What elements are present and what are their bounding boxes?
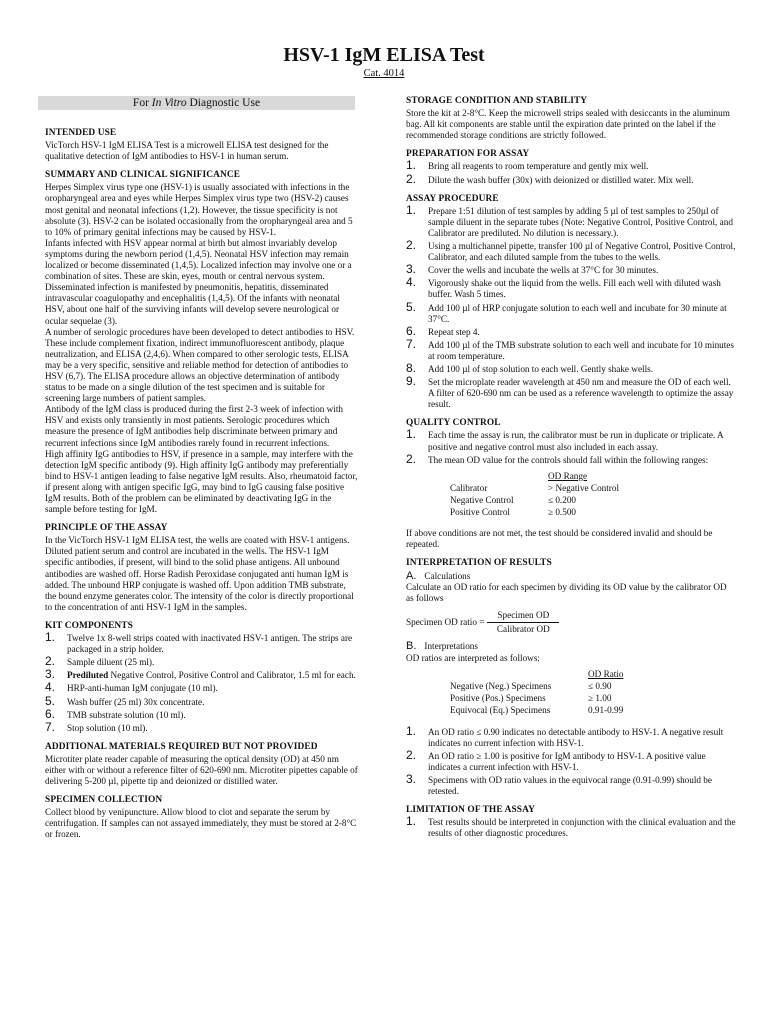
list-item — [45, 630, 358, 655]
od-range-table — [450, 470, 627, 518]
list-number: 2. — [45, 654, 56, 669]
list-number: 3. — [406, 772, 417, 787]
list-text: Stop solution (10 ml). — [67, 722, 148, 733]
range-value: ≥ 0.500 — [548, 506, 577, 517]
procedure-list — [406, 202, 736, 411]
list-item — [406, 747, 736, 773]
list-item — [406, 336, 736, 362]
sub-title: Calculations — [424, 571, 471, 581]
summary-paragraph: High affinity IgG antibodies to HSV, if presence in a sample, may interfere with the detection IgM specific antibody (9). High affinity IgG antibody may preferentially bind to HSV-1 antigen leading to false negative IgM results. Also, rheumatoid factor, if present along with antigen specific IgG, may bind to IgG causing false positive IgM results. Both of the problem can be eliminated by deactivating IgG in the sample before testing for IgM. — [45, 448, 358, 515]
list-item — [406, 275, 736, 300]
ratio-value: 0.91-0.99 — [588, 704, 624, 715]
od-ratio-table — [450, 668, 631, 716]
table-row — [450, 494, 627, 506]
list-text: TMB substrate solution (10 ml). — [67, 709, 186, 720]
list-item — [406, 202, 736, 239]
list-text: Prepare 1:51 dilution of test samples by adding 5 µl of test samples to 250µl of sample diluent in the separate tubes (Note: Negative Control, Positive Control, and Calibrator are prediluted. No dilution is necessary.). — [428, 205, 733, 238]
principle-heading: PRINCIPLE OF THE ASSAY — [45, 523, 168, 534]
range-label: Calibrator — [450, 482, 488, 493]
quality-control-heading: QUALITY CONTROL — [406, 418, 501, 429]
range-label: Positive Control — [450, 506, 510, 517]
banner-suffix: Diagnostic Use — [186, 97, 261, 109]
quality-control-list — [406, 427, 736, 466]
list-text: The mean OD value for the controls should fall within the following ranges: — [428, 454, 709, 465]
list-number: 6. — [406, 323, 417, 338]
calculations-text: Calculate an OD ratio for each specimen by dividing its OD value by the calibrator OD as follows — [406, 582, 727, 604]
formula-numerator: Specimen OD — [487, 610, 559, 623]
formula-fraction — [487, 610, 559, 635]
list-text: Negative Control, Positive Control and Calibrator, 1.5 ml for each. — [108, 670, 356, 681]
list-text: Wash buffer (25 ml) 30x concentrate. — [67, 696, 205, 707]
list-text: Vigorously shake out the liquid from the wells. Fill each well with diluted wash buffer. Wash 5 times. — [428, 278, 721, 300]
interpretation-heading: INTERPRETATION OF RESULTS — [406, 557, 552, 568]
interpretations-text: OD ratios are interpreted as follows: — [406, 652, 540, 663]
intended-use-heading: INTENDED USE — [45, 128, 117, 138]
summary-paragraph: Infants infected with HSV appear normal at birth but almost invariably develop symptoms during the newborn period (1,4,5). Neonatal HSV infection may remain localized or become disseminated (1,4,5). Localized infection may involve one or a combination of sites. These are skin, eyes, mouth or central nervous system. Disseminated infection is manifested by pneumonitis, hepatitis, disseminated intravascular coagulopathy and encephalitis (1,4,5). Of the infants with neonatal HSV, about one half of the surviving infants will develop severe neurological or ocular sequelae (3). — [45, 237, 352, 326]
list-text: Dilute the wash buffer (30x) with deionized or distilled water. Mix well. — [428, 174, 694, 185]
list-text: Cover the wells and incubate the wells at 37°C for 30 minutes. — [428, 265, 659, 276]
list-number: 1. — [406, 814, 417, 829]
list-text: Bring all reagents to room temperature and gently mix well. — [428, 161, 649, 172]
quality-control-note: If above conditions are not met, the test should be considered invalid and should be repeated. — [406, 527, 713, 549]
od-ratio-header: OD Ratio — [588, 668, 624, 679]
left-column — [45, 96, 358, 841]
principle-text: In the VicTorch HSV-1 IgM ELISA test, the wells are coated with HSV-1 antigens. Diluted patient serum and control are incubated in the wells. The HSV-1 IgM specific antibodies, if present, will bind to the solid phase antigens. All unbound antibodies are washed off. Horse Radish Peroxidase conjugated anti human IgM is added. The unbound HRP conjugate is washed off. Upon addition TMB substrate, the bound enzyme generates color. The intensity of the color is directly proportional to the concentration of anti HSV-1 IgM in the samples. — [45, 535, 354, 612]
list-number: 7. — [45, 719, 56, 734]
list-text: Set the microplate reader wavelength at 450 nm and measure the OD of each well. A filter of 620-690 nm can be used as a reference wavelength to optimize the assay result. — [428, 377, 734, 410]
in-vitro-banner — [38, 96, 355, 110]
list-text: Specimens with OD ratio values in the equivocal range (0.91-0.99) should be retested. — [428, 775, 712, 797]
list-item — [406, 723, 736, 749]
list-number: 6. — [45, 706, 56, 721]
ratio-value: ≥ 1.00 — [588, 692, 612, 703]
list-item — [45, 667, 358, 682]
list-text: HRP-anti-human IgM conjugate (10 ml). — [67, 683, 218, 694]
list-number: 1. — [45, 630, 56, 645]
limitation-heading: LIMITATION OF THE ASSAY — [406, 805, 535, 816]
list-bold-text: Prediluted — [67, 670, 109, 681]
list-number: 2. — [406, 171, 417, 186]
list-text: Sample diluent (25 ml). — [67, 657, 155, 668]
formula-denominator: Calibrator OD — [496, 624, 550, 635]
od-range-header: OD Range — [548, 470, 588, 481]
formula-left: Specimen OD ratio = — [406, 617, 485, 628]
list-item — [406, 772, 736, 797]
ratio-label: Positive (Pos.) Specimens — [450, 692, 546, 703]
list-text: Add 100 µl of stop solution to each well. Gently shake wells. — [428, 363, 653, 374]
document-title: HSV-1 IgM ELISA Test — [283, 44, 485, 66]
list-number: 5. — [45, 693, 56, 708]
list-text: Twelve 1x 8-well strips coated with inactivated HSV-1 antigen. The strips are packaged in a strip holder. — [67, 633, 353, 655]
intended-use-text: VicTorch HSV-1 IgM ELISA Test is a microwell ELISA test designed for the qualitative detection of IgM antibodies to HSV-1 in human serum. — [45, 140, 329, 162]
list-text: An OD ratio ≤ 0.90 indicates no detectable antibody to HSV-1. A negative result indicates no current infection with HSV-1. — [428, 726, 724, 748]
list-number: 2. — [406, 238, 417, 253]
kit-components-heading: KIT COMPONENTS — [45, 620, 133, 631]
list-number: 1. — [406, 202, 417, 217]
list-text: Repeat step 4. — [428, 326, 480, 337]
list-item — [45, 706, 358, 721]
list-item — [406, 360, 736, 375]
banner-italic: In Vitro — [151, 97, 187, 109]
table-row — [450, 506, 627, 518]
list-number: 7. — [406, 336, 417, 351]
materials-text: Microtiter plate reader capable of measuring the optical density (OD) at 450 nm either with or without a reference filter of 620-690 nm. Microtiter pipettes capable of delivering 5-200 µl, pipette tip and deionized or distilled water. — [45, 753, 358, 787]
list-item — [406, 374, 736, 410]
list-item — [406, 323, 736, 338]
list-text: Test results should be interpreted in conjunction with the clinical evaluation and the results of other diagnostic procedures. — [428, 817, 736, 839]
sub-letter: A. — [406, 570, 417, 582]
list-number: 8. — [406, 360, 417, 375]
od-ratio-formula — [406, 610, 736, 635]
table-row — [450, 482, 627, 494]
list-number: 5. — [406, 299, 417, 314]
list-item — [45, 693, 358, 708]
range-value: > Negative Control — [548, 482, 620, 493]
summary-paragraph: Herpes Simplex virus type one (HSV-1) is usually associated with infections in the oropharyngeal area and eyes while Herpes Simplex virus type two (HSV-2) causes most genital and neonatal infections (1,2). However, the tissue specificity is not absolute (3). HSV-2 can be isolated occasionally from the oropharyngeal area and 5 to 10% of primary genital infections may be caused by HSV-1. — [45, 182, 353, 237]
summary-heading: SUMMARY AND CLINICAL SIGNIFICANCE — [45, 170, 241, 181]
table-row — [450, 680, 631, 692]
catalog-number: Cat. 4014 — [363, 68, 405, 79]
storage-text: Store the kit at 2-8°C. Keep the microwell strips sealed with desiccants in the aluminum bag. All kit components are stable until the expiration date printed on the label if the recommended storage conditions are strictly followed. — [406, 108, 730, 141]
summary-paragraph: Antibody of the IgM class is produced during the first 2-3 week of infection with HSV and exists only transiently in most patients. Serologic procedures which measure the presence of IgM antibodies help discriminate between primary and recurrent infections since IgM antibodies rarely found in recurrent infections. — [45, 404, 344, 448]
limitation-list — [406, 814, 736, 839]
list-item — [406, 427, 736, 452]
list-text: Each time the assay is run, the calibrator must be run in duplicate or triplicate. A positive and negative control must also included in each assay. — [428, 430, 724, 452]
kit-components-list — [45, 630, 358, 734]
list-number: 2. — [406, 747, 417, 762]
interpretation-list — [406, 723, 736, 798]
ratio-label: Negative (Neg.) Specimens — [450, 680, 552, 691]
list-item — [406, 814, 736, 839]
list-item — [406, 158, 736, 173]
ratio-value: ≤ 0.90 — [588, 680, 612, 691]
materials-heading: ADDITIONAL MATERIALS REQUIRED BUT NOT PROVIDED — [45, 741, 318, 752]
preparation-list — [406, 158, 736, 186]
list-number: 9. — [406, 374, 417, 389]
summary-paragraph: A number of serologic procedures have been developed to detect antibodies to HSV. These include complement fixation, indirect immunofluorescent antibody, plaque neutralization, and ELISA (2,4,6). When compared to other serologic tests, ELISA may be a very specific, sensitive and reliable method for detection of antibodies to HSV (6,7). The ELISA procedure allows an objective determination of antibody status to be made on a single dilution of the test specimen and is suitable for screening large numbers of patient samples. — [45, 326, 355, 404]
table-row — [450, 692, 631, 704]
list-number: 1. — [406, 158, 417, 173]
right-column — [406, 96, 736, 842]
sub-title: Interpretations — [424, 641, 478, 652]
list-number: 2. — [406, 451, 417, 466]
list-item — [406, 299, 736, 325]
specimen-heading: SPECIMEN COLLECTION — [45, 795, 163, 806]
list-text: Add 100 µl of HRP conjugate solution to each well and incubate for 30 minute at 37°C. — [428, 302, 727, 324]
list-text: An OD ratio ≥ 1.00 is positive for IgM antibody to HSV-1. A positive value indicates a current infection with HSV-1. — [428, 750, 706, 772]
table-row — [450, 704, 631, 716]
list-item — [406, 171, 736, 186]
interpretations-subheading — [406, 641, 736, 652]
list-item — [45, 719, 358, 734]
calculations-subheading — [406, 571, 736, 582]
list-item — [406, 451, 736, 466]
ratio-label: Equivocal (Eq.) Specimens — [450, 704, 551, 715]
banner-prefix: For — [132, 97, 152, 109]
list-number: 1. — [406, 427, 417, 442]
range-label: Negative Control — [450, 494, 514, 505]
list-number: 3. — [406, 262, 417, 277]
list-number: 4. — [45, 680, 56, 695]
storage-heading: STORAGE CONDITION AND STABILITY — [406, 96, 588, 106]
list-number: 4. — [406, 275, 417, 290]
list-number: 1. — [406, 723, 417, 738]
list-item — [45, 654, 358, 669]
procedure-heading: ASSAY PROCEDURE — [406, 193, 499, 204]
range-value: ≤ 0.200 — [548, 494, 577, 505]
list-item — [45, 680, 358, 695]
list-text: Add 100 µl of the TMB substrate solution to each well and incubate for 10 minutes at room temperature. — [428, 339, 734, 361]
preparation-heading: PREPARATION FOR ASSAY — [406, 149, 530, 160]
list-number: 3. — [45, 667, 56, 682]
list-item — [406, 262, 736, 277]
sub-letter: B. — [406, 640, 417, 653]
list-text: Using a multichannel pipette, transfer 100 µl of Negative Control, Positive Control, Calibrator, and each diluted sample from the tubes to the wells. — [428, 241, 736, 263]
specimen-text: Collect blood by venipuncture. Allow blood to clot and separate the serum by centrifugation. If samples can not assayed immediately, they must be stored at 2-8°C or frozen. — [45, 807, 357, 840]
list-item — [406, 238, 736, 263]
